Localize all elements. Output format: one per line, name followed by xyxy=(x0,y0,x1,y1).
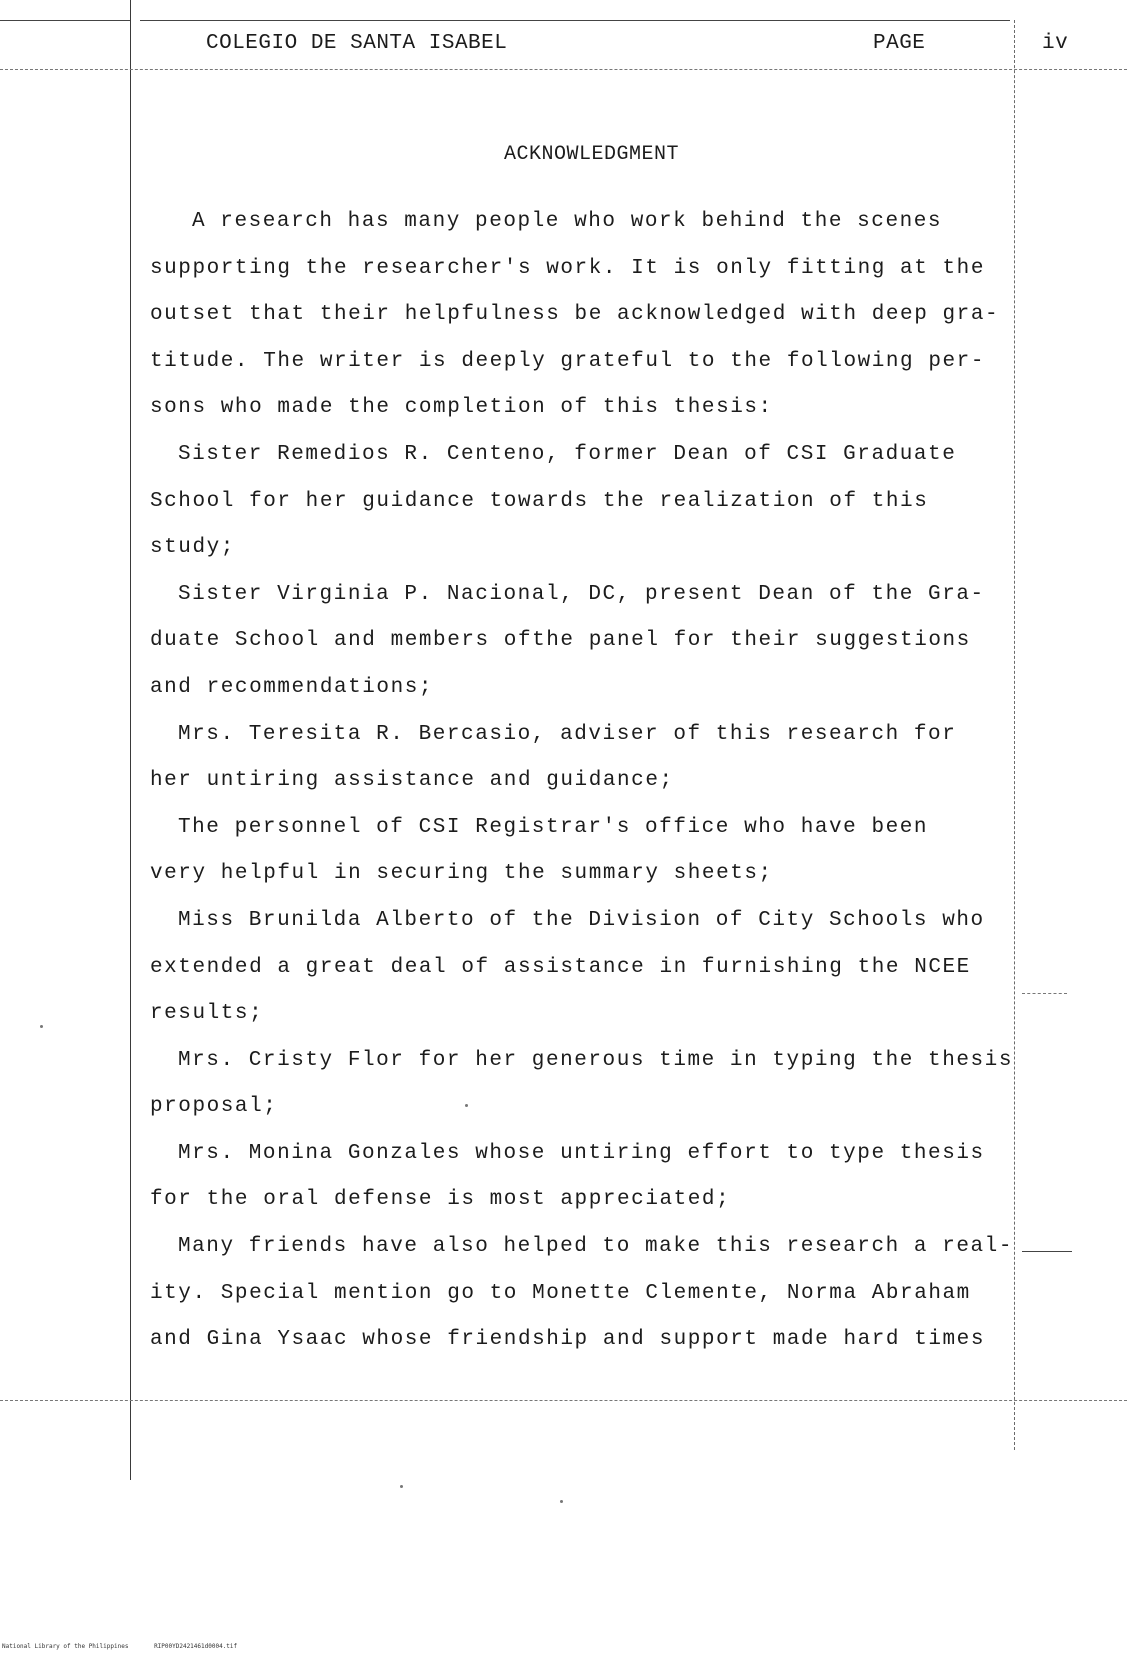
institution-header: COLEGIO DE SANTA ISABEL xyxy=(206,32,508,55)
file-identifier: RIP00YD2421461d0004.tif xyxy=(154,1643,238,1650)
right-edge-rule-2 xyxy=(1022,1251,1072,1252)
text-line: results; xyxy=(150,1002,264,1026)
text-line: A research has many people who work behind the scenes xyxy=(192,210,943,233)
text-line: Mrs. Teresita R. Bercasio, adviser of this research for xyxy=(178,722,957,746)
text-line: her untiring assistance and guidance; xyxy=(150,769,674,793)
text-line: ity. Special mention go to Monette Clemente, Norma Abraham xyxy=(150,1281,971,1305)
page-label: PAGE xyxy=(873,32,926,55)
text-line: Many friends have also helped to make this research a real- xyxy=(178,1235,1013,1259)
text-line: supporting the researcher's work. It is only fitting at the xyxy=(150,256,985,280)
text-line: The personnel of CSI Registrar's office who have been xyxy=(178,815,929,839)
acknowledgment-body xyxy=(150,199,1020,1364)
scan-speck xyxy=(560,1500,563,1503)
header-bottom-rule xyxy=(0,69,1127,70)
text-line: sons who made the completion of this thesis: xyxy=(150,396,773,420)
text-line: School for her guidance towards the realization of this xyxy=(150,489,929,513)
text-line: Sister Remedios R. Centeno, former Dean of CSI Graduate xyxy=(178,442,957,466)
scan-footer xyxy=(2,1643,259,1650)
header-top-rule xyxy=(0,20,130,21)
left-margin-rule xyxy=(130,0,131,1480)
text-line: proposal; xyxy=(150,1095,278,1119)
library-credit: National Library of the Philippines xyxy=(2,1643,129,1650)
scan-speck xyxy=(465,1104,468,1107)
scan-speck xyxy=(40,1025,43,1028)
text-line: Mrs. Monina Gonzales whose untiring effort to type thesis xyxy=(178,1141,985,1165)
right-edge-rule-1 xyxy=(1022,993,1067,994)
text-line: and recommendations; xyxy=(150,675,434,699)
text-line: titude. The writer is deeply grateful to the following per- xyxy=(150,349,985,373)
text-line: for the oral defense is most appreciated; xyxy=(150,1188,731,1212)
text-line: outset that their helpfulness be acknowledged with deep gra- xyxy=(150,303,1000,327)
text-line: Sister Virginia P. Nacional, DC, present Dean of the Gra- xyxy=(178,582,985,606)
text-line: Miss Brunilda Alberto of the Division of City Schools who xyxy=(178,908,985,932)
text-line: study; xyxy=(150,536,235,560)
bottom-rule xyxy=(0,1400,1127,1401)
page-number: iv xyxy=(1042,32,1069,55)
scan-speck xyxy=(400,1485,403,1488)
text-line: very helpful in securing the summary sheets; xyxy=(150,862,773,886)
text-line: Mrs. Cristy Flor for her generous time in typing the thesis xyxy=(178,1048,1013,1072)
text-line: extended a great deal of assistance in furnishing the NCEE xyxy=(150,955,971,979)
text-line: and Gina Ysaac whose friendship and support made hard times xyxy=(150,1328,985,1352)
text-line: duate School and members ofthe panel for their suggestions xyxy=(150,629,971,653)
header-top-rule-main xyxy=(140,20,1010,21)
page-title: ACKNOWLEDGMENT xyxy=(503,143,680,166)
